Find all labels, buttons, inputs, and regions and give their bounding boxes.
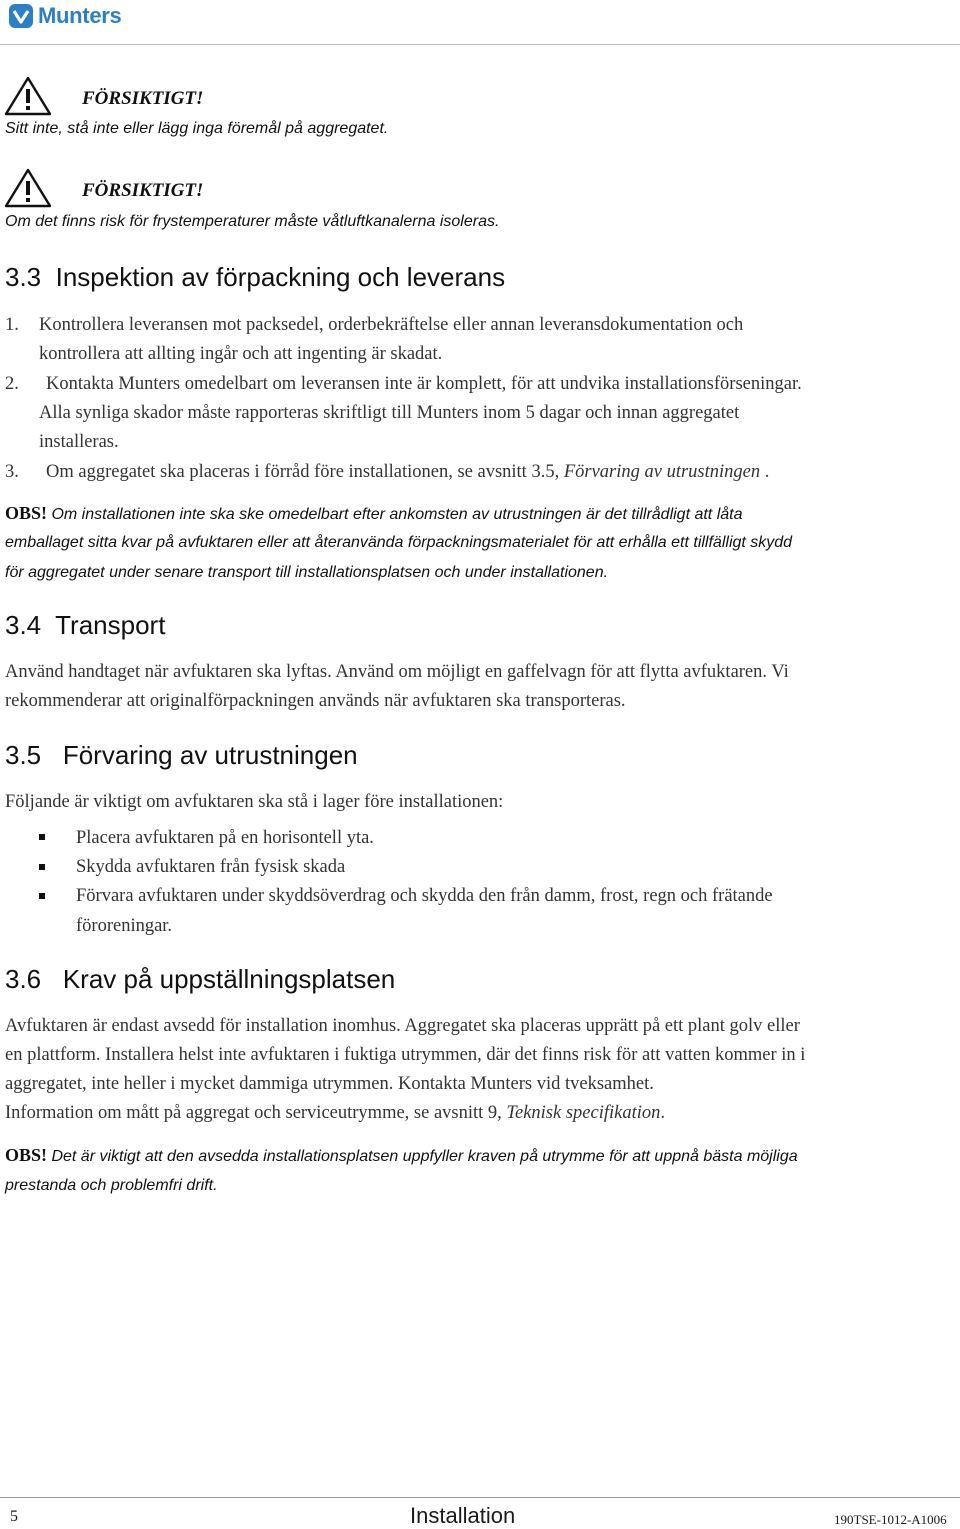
section-heading-3-4: 3.4 Transport: [5, 610, 166, 640]
header-divider: [0, 44, 960, 45]
footer-divider: [0, 1497, 960, 1498]
obs-label: OBS!: [5, 1145, 48, 1165]
section-heading-3-3: 3.3 Inspektion av förpackning och leverans: [5, 262, 506, 292]
munters-logo-icon: [8, 3, 34, 29]
warning-title: FÖRSIKTIGT!: [82, 180, 204, 201]
warning-text: Sitt inte, stå inte eller lägg inga föremål på aggregatet.: [5, 120, 389, 137]
paragraph-text: en plattform. Installera helst inte avfuktaren i fuktiga utrymmen, där det finns risk för att vatten kommer in i: [5, 1045, 806, 1065]
section-heading-3-6: 3.6 Krav på uppställningsplatsen: [5, 964, 396, 994]
bullet-item-text: Förvara avfuktaren under skyddsöverdrag och skydda den från damm, frost, regn och frätande: [76, 886, 773, 906]
bullet-marker: [39, 864, 45, 870]
list-item-text: Om aggregatet ska placeras i förråd före installationen, se avsnitt 3.5, Förvaring av utrustningen .: [46, 462, 770, 482]
document-code: 190TSE-1012-A1006: [834, 1512, 947, 1527]
obs-note-text: emballaget sitta kvar på avfuktaren eller att återanvända förpackningsmaterialet för att erhålla ett tillfälligt skydd: [5, 534, 793, 551]
warning-title: FÖRSIKTIGT!: [82, 88, 204, 109]
bullet-item-text: föroreningar.: [76, 916, 173, 936]
paragraph-text: aggregatet, inte heller i mycket dammiga utrymmen. Kontakta Munters vid tveksamhet.: [5, 1074, 654, 1094]
obs-note: OBS! Om installationen inte ska ske omedelbart efter ankomsten av utrustningen är det tillrådligt att låta: [5, 503, 743, 523]
list-item-text: Alla synliga skador måste rapporteras skriftligt till Munters inom 5 dagar och innan aggregatet: [39, 403, 740, 423]
obs-label: OBS!: [5, 503, 48, 523]
obs-note-text: för aggregatet under senare transport till installationsplatsen och under installationen.: [5, 564, 609, 581]
warning-text: Om det finns risk för frystemperaturer måste våtluftkanalerna isoleras.: [5, 213, 500, 230]
bullet-marker: [39, 893, 45, 899]
bullet-item-text: Placera avfuktaren på en horisontell yta.: [76, 828, 374, 848]
section-heading-3-5: 3.5 Förvaring av utrustningen: [5, 740, 358, 770]
obs-note-text: prestanda och problemfri drift.: [5, 1177, 218, 1194]
munters-logo: [8, 2, 121, 30]
bullet-marker: [39, 834, 45, 840]
cross-reference-link[interactable]: Förvaring av utrustningen: [563, 462, 761, 482]
list-item-number: 3.: [5, 462, 19, 482]
logo-text: Munters: [38, 3, 122, 28]
list-item-number: 2.: [5, 374, 19, 394]
obs-note: OBS! Det är viktigt att den avsedda installationsplatsen uppfyller kraven på utrymme för att uppnå bästa möjliga: [5, 1145, 798, 1165]
footer-section-title: Installation: [410, 1503, 516, 1528]
page-number: 5: [10, 1508, 18, 1525]
cross-reference-link[interactable]: Teknisk specifikation: [506, 1103, 661, 1123]
list-item-text: Kontakta Munters omedelbart om leveransen inte är komplett, för att undvika installationsförseningar.: [46, 374, 802, 394]
bullet-item-text: Skydda avfuktaren från fysisk skada: [76, 857, 346, 877]
warning-triangle-icon: [4, 76, 52, 116]
list-item-number: 1.: [5, 315, 19, 335]
paragraph-text: Följande är viktigt om avfuktaren ska stå i lager före installationen:: [5, 792, 504, 812]
paragraph-text: Information om mått på aggregat och serviceutrymme, se avsnitt 9, Teknisk specifikation.: [5, 1103, 666, 1123]
paragraph-text: rekommenderar att originalförpackningen används när avfuktaren ska transporteras.: [5, 691, 626, 711]
list-item-text: kontrollera att allting ingår och att ingenting är skadat.: [39, 344, 443, 364]
paragraph-text: Avfuktaren är endast avsedd för installation inomhus. Aggregatet ska placeras upprätt på ett plant golv eller: [5, 1016, 800, 1036]
paragraph-text: Använd handtaget när avfuktaren ska lyftas. Använd om möjligt en gaffelvagn för att flytta avfuktaren. Vi: [5, 662, 789, 682]
list-item-text: Kontrollera leveransen mot packsedel, orderbekräftelse eller annan leveransdokumentation och: [39, 315, 744, 335]
warning-triangle-icon: [4, 168, 52, 208]
list-item-text: installeras.: [39, 432, 119, 452]
